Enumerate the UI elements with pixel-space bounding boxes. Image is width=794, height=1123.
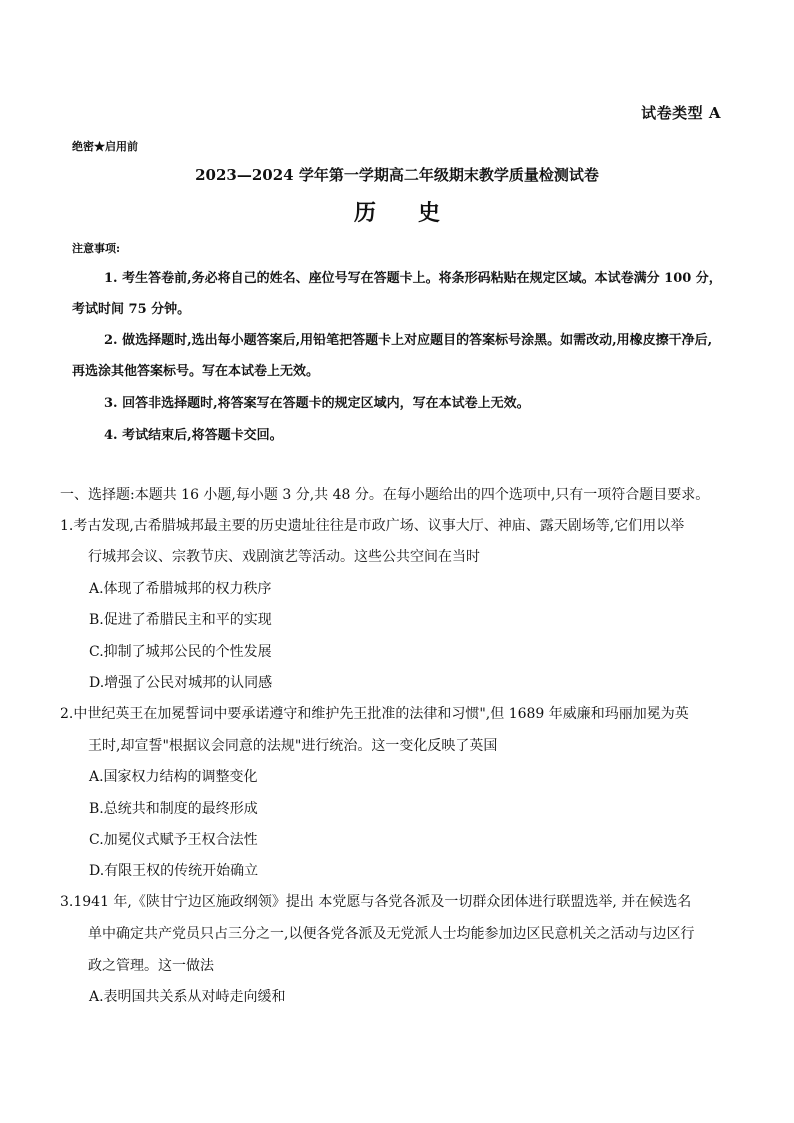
question-2-option-d[interactable]: D.有限王权的传统开始确立 <box>89 863 259 879</box>
question-1-option-b[interactable]: B.促进了希腊民主和平的实现 <box>89 612 272 628</box>
question-3-stem-cont: 单中确定共产党员只占三分之一,以便各党各派及无党派人士均能参加边区民意机关之活动与边区行 <box>88 926 695 942</box>
notice-item: 2. 做选择题时,选出每小题答案后,用铅笔把答题卡上对应题目的答案标号涂黑。如需改动,用橡皮擦干净后,再选涂其他答案标号。写在本试卷上无效。 <box>72 333 713 379</box>
subject-title: 历史 <box>353 200 482 226</box>
question-2-option-c[interactable]: C.加冕仪式赋予王权合法性 <box>89 832 258 848</box>
question-1-option-c[interactable]: C.抑制了城邦公民的个性发展 <box>89 644 272 660</box>
question-1-stem: 1.考古发现,古希腊城邦最主要的历史遗址往往是市政广场、议事大厅、神庙、露天剧场等,它们用以举 <box>60 518 685 534</box>
question-3-option-a[interactable]: A.表明国共关系从对峙走向缓和 <box>89 989 286 1005</box>
notice-heading: 注意事项: <box>72 242 121 255</box>
question-3-stem: 3.1941 年,《陕甘宁边区施政纲领》提出 本党愿与各党各派及一切群众团体进行联盟选举, 并在候选名 <box>60 894 692 910</box>
secret-mark: 绝密★启用前 <box>72 140 138 153</box>
question-1-option-d[interactable]: D.增强了公民对城邦的认同感 <box>89 675 273 691</box>
exam-title: 2023—2024 学年第一学期高二年级期末教学质量检测试卷 <box>195 166 599 184</box>
question-2-stem: 2.中世纪英王在加冕誓词中要承诺遵守和维护先王批准的法律和习惯",但 1689 年威廉和玛丽加冕为英 <box>60 706 689 722</box>
question-2-option-b[interactable]: B.总统共和制度的最终形成 <box>89 801 258 817</box>
notice-item: 3. 回答非选择题时,将答案写在答题卡的规定区域内，写在本试卷上无效。 <box>104 396 530 411</box>
question-2-stem-cont: 王时,却宣誓"根据议会同意的法规"进行统治。这一变化反映了英国 <box>88 738 498 754</box>
question-1-option-a[interactable]: A.体现了希腊城邦的权力秩序 <box>89 581 272 597</box>
question-1-stem-cont: 行城邦会议、宗教节庆、戏剧演艺等活动。这些公共空间在当时 <box>88 549 480 565</box>
paper-type-label: 试卷类型 A <box>641 104 721 122</box>
notice-item: 1. 考生答卷前,务必将自己的姓名、座位号写在答题卡上。将条形码粘贴在规定区域。本试卷满分 100 分，考试时间 75 分钟。 <box>72 271 722 317</box>
notice-item: 4. 考试结束后,将答题卡交回。 <box>104 428 283 443</box>
section-header: 一、选择题:本题共 16 小题,每小题 3 分,共 48 分。在每小题给出的四个选项中,只有一项符合题目要求。 <box>60 487 710 503</box>
question-3-stem-cont: 政之管理。这一做法 <box>88 958 214 974</box>
question-2-option-a[interactable]: A.国家权力结构的调整变化 <box>89 769 258 785</box>
